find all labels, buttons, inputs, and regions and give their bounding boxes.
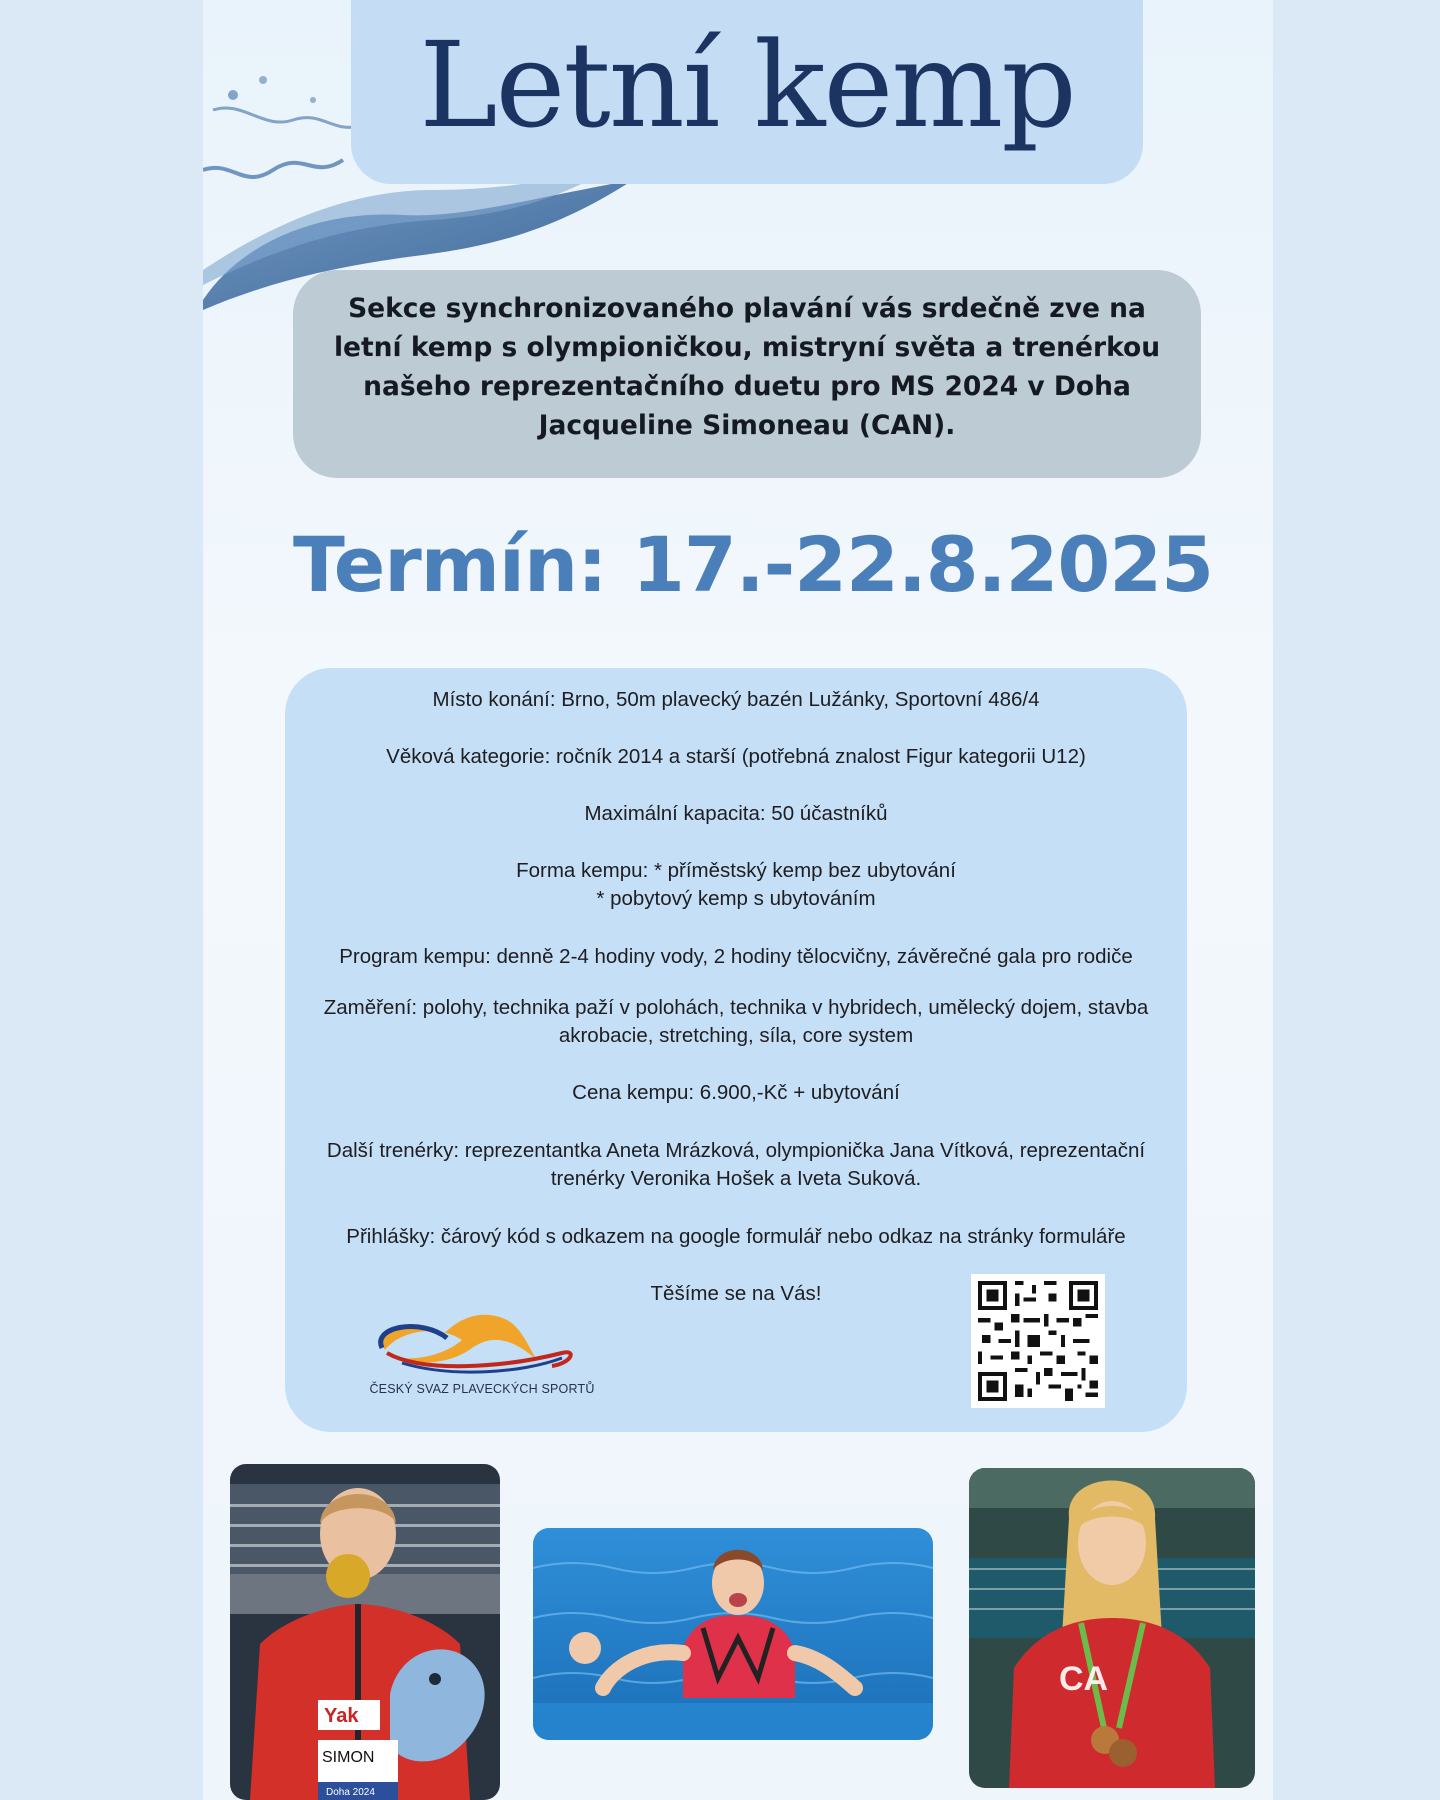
photo-medal-celebration <box>230 1464 500 1800</box>
info-panel <box>285 668 1187 1432</box>
photo1-caption-1: Yak <box>324 1705 359 1727</box>
info-age: Věková kategorie: ročník 2014 a starší (potřebná znalost Figur kategorii U12) <box>386 745 1086 768</box>
federation-logo-text: ČESKÝ SVAZ PLAVECKÝCH SPORTŮ <box>369 1382 595 1396</box>
info-focus-1: Zaměření: polohy, technika paží v polohách, technika v hybridech, umělecký dojem, stavba <box>323 996 1149 1019</box>
info-form-2: * pobytový kemp s ubytováním <box>596 887 876 910</box>
term-heading: Termín: 17.-22.8.2025 <box>292 520 1214 609</box>
info-coaches-1: Další trenérky: reprezentantka Aneta Mrázková, olympionička Jana Vítková, reprezentační <box>326 1139 1146 1162</box>
info-program: Program kempu: denně 2-4 hodiny vody, 2 hodiny tělocvičny, závěrečné gala pro rodiče <box>339 945 1133 968</box>
federation-logo-icon <box>362 1308 602 1378</box>
info-place: Místo konání: Brno, 50m plavecký bazén Lužánky, Sportovní 486/4 <box>432 688 1040 711</box>
page-title: Letní kemp <box>419 16 1075 154</box>
photo-pool-swimmer-image <box>533 1528 933 1740</box>
info-capacity: Maximální kapacita: 50 účastníků <box>584 802 888 825</box>
qr-code[interactable] <box>971 1274 1105 1408</box>
federation-logo <box>362 1308 602 1408</box>
info-price: Cena kempu: 6.900,-Kč + ubytování <box>572 1081 900 1104</box>
photo-pool-swimmer <box>533 1528 933 1740</box>
info-coaches-2: trenérky Veronika Hošek a Iveta Suková. <box>550 1167 922 1190</box>
photo1-caption-2: SIMON <box>322 1749 375 1766</box>
info-focus-2: akrobacie, stretching, síla, core system <box>558 1024 914 1047</box>
info-form-1: Forma kempu: * příměstský kemp bez ubytování <box>516 859 956 882</box>
intro-banner <box>293 270 1201 478</box>
info-signup: Přihlášky: čárový kód s odkazem na google formulář nebo odkaz na stránky formuláře <box>346 1225 1126 1248</box>
photo-medal-celebration-image <box>230 1464 500 1800</box>
qr-code-icon <box>978 1281 1098 1401</box>
title-banner <box>351 0 1143 184</box>
photo1-caption-3: Doha 2024 <box>326 1787 375 1798</box>
photo-athlete-portrait-image <box>969 1468 1255 1788</box>
poster <box>203 0 1273 1800</box>
photo3-caption: CA <box>1059 1660 1109 1698</box>
photo-athlete-portrait <box>969 1468 1255 1788</box>
intro-text: Sekce synchronizovaného plavání vás srdečně zve na letní kemp s olympioničkou, mistryní světa a trenérkou našeho reprezentačního duetu pro MS 2024 v Doha Jacqueline Simoneau (CAN). <box>333 293 1161 441</box>
info-closing: Těšíme se na Vás! <box>650 1282 822 1305</box>
